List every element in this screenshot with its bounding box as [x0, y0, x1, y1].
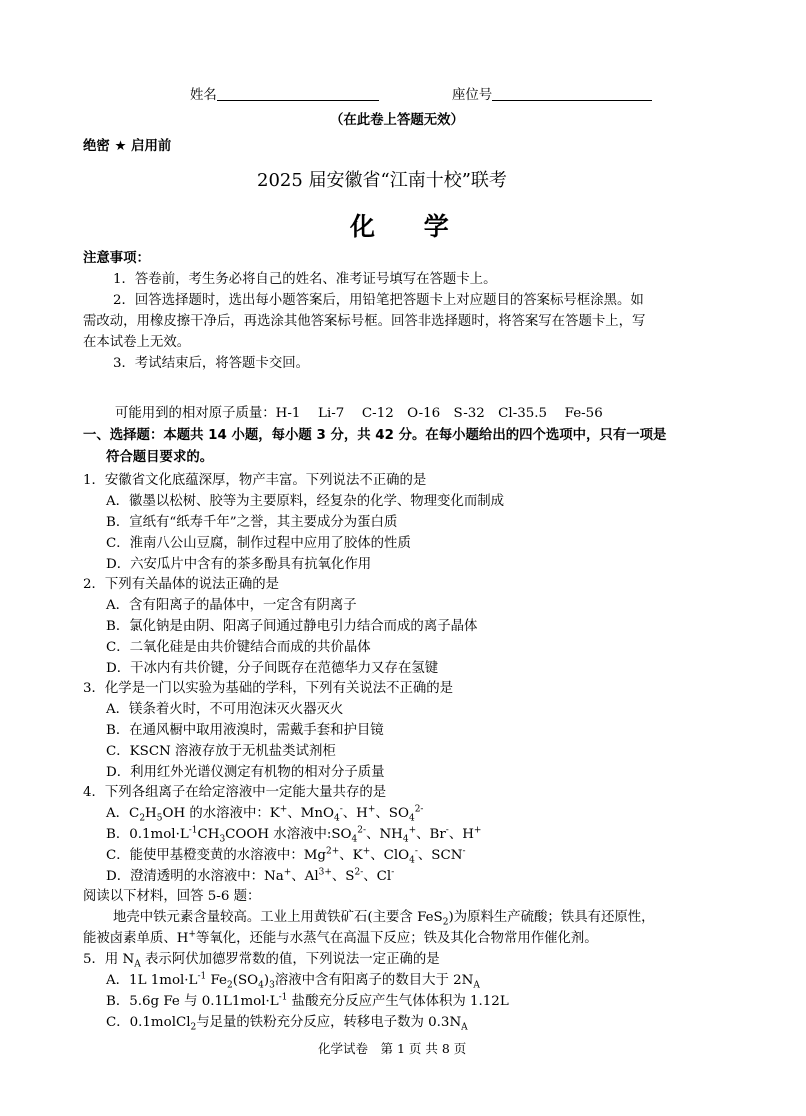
q2-option-d: D．干冰内有共价键，分子间既存在范德华力又存在氢键 — [106, 661, 439, 676]
q3-option-d: D．利用红外光谱仪测定有机物的相对分子质量 — [106, 765, 385, 780]
q2-option-c: C．二氧化硅是由共价键结合而成的共价晶体 — [106, 640, 371, 655]
name-field — [190, 86, 379, 105]
q5-option-a: A．1L $1mol\cdot L^{-1}$ $Fe_2(SO_4)_3$溶液中含有阳离子的数目大于 $2N_A$ — [106, 971, 480, 991]
q5-option-b: B．5.6g Fe 与 $0.1L1mol\cdot L^{-1}$ 盐酸充分反应产生气体体积为 1.12L — [106, 992, 509, 1009]
seat-label: 座位号 — [452, 88, 493, 103]
q3-stem: 3．化学是一门以实验为基础的学科，下列有关说法不正确的是 — [83, 681, 454, 696]
section-1-heading-line-1: 一、选择题：本题共 14 小题，每小题 3 分，共 42 分。在每小题给出的四个选项中，只有一项是 — [83, 428, 667, 443]
q5-stem: 5．用 $N_A$ 表示阿伏加德罗常数的值，下列说法一定正确的是 — [83, 952, 440, 970]
subject-title: 化 学 — [350, 212, 469, 241]
q2-stem: 2．下列有关晶体的说法正确的是 — [83, 577, 279, 592]
q1-option-d: D．六安瓜片中含有的茶多酚具有抗氧化作用 — [106, 557, 372, 572]
page-footer: 化学试卷 第 1 页 共 8 页 — [318, 1041, 467, 1056]
q4-option-c: C．能使甲基橙变黄的水溶液中：$Mg^{2+}$、K+、ClO$_4$-、SCN- — [106, 846, 466, 866]
note-2-line-2: 需改动，用橡皮擦干净后，再选涂其他答案标号框。回答非选择题时，将答案写在答题卡上，写 — [83, 314, 646, 329]
q2-option-b: B．氯化钠是由阴、阳离子间通过静电引力结合而成的离子晶体 — [106, 619, 478, 634]
atomic-masses: 可能用到的相对原子质量：H-1 Li-7 C-12 O-16 S-32 Cl-35.5 Fe-56 — [115, 406, 603, 421]
exam-title: 2025 届安徽省“江南十校”联考 — [257, 170, 507, 191]
name-blank — [217, 86, 379, 101]
section-1-heading-line-2: 符合题目要求的。 — [106, 450, 214, 465]
note-2-line-1: 2．回答选择题时，选出每小题答案后，用铅笔把答题卡上对应题目的答案标号框涂黑。如 — [113, 293, 644, 308]
q4-option-a: A．$C_2H_5OH$ 的水溶液中：K+、MnO$_4$-、H+、$SO_4^{2-}$ — [106, 804, 424, 824]
q4-option-b: B．$0.1mol\cdot L^{-1}CH_3COOH$ 水溶液中$:SO_4^{2-}$、$NH_4^+$、Br-、H+ — [106, 825, 482, 845]
reading-line-2: 能被卤素单质、H+等氧化，还能与水蒸气在高温下反应；铁及其化合物常用作催化剂。 — [83, 929, 598, 946]
notes-heading: 注意事项： — [83, 251, 150, 266]
q1-option-b: B．宣纸有“纸寿千年”之誉，其主要成分为蛋白质 — [106, 515, 398, 530]
q2-option-a: A．含有阳离子的晶体中，一定含有阴离子 — [106, 598, 357, 613]
reading-intro: 阅读以下材料，回答 5-6 题： — [83, 889, 261, 904]
seat-blank — [492, 86, 652, 101]
q3-option-c: C．KSCN 溶液存放于无机盐类试剂柜 — [106, 744, 336, 759]
q4-stem: 4．下列各组离子在给定溶液中一定能大量共存的是 — [83, 785, 387, 800]
q1-option-a: A．徽墨以松树、胶等为主要原料，经复杂的化学、物理变化而制成 — [106, 494, 504, 509]
note-2-line-3: 在本试卷上无效。 — [83, 335, 191, 350]
reading-line-1: 地壳中铁元素含量较高。工业上用黄铁矿石(主要含 FeS$_2$)为原料生产硫酸；铁具有还原性， — [113, 910, 655, 928]
q1-stem: 1．安徽省文化底蕴深厚，物产丰富。下列说法不正确的是 — [83, 473, 427, 488]
q3-option-b: B．在通风橱中取用液溴时，需戴手套和护目镜 — [106, 723, 384, 738]
seat-field — [452, 86, 652, 105]
q1-option-c: C．淮南八公山豆腐，制作过程中应用了胶体的性质 — [106, 536, 411, 551]
q5-option-c: C．0.1molCl$_2$与足量的铁粉充分反应，转移电子数为 $0.3N_A$ — [106, 1015, 468, 1033]
note-3: 3．考试结束后，将答题卡交回。 — [113, 356, 309, 371]
note-1: 1．答卷前，考生务必将自己的姓名、准考证号填写在答题卡上。 — [113, 272, 497, 287]
secret-label: 绝密 ★ 启用前 — [83, 139, 172, 154]
q4-option-d: D．澄清透明的水溶液中：Na+、$Al^{3+}$、$S^{2-}$、Cl- — [106, 867, 395, 884]
name-label: 姓名 — [190, 88, 217, 103]
invalid-note: （在此卷上答题无效） — [330, 113, 464, 128]
q3-option-a: A．镁条着火时，不可用泡沫灭火器灭火 — [106, 702, 344, 717]
